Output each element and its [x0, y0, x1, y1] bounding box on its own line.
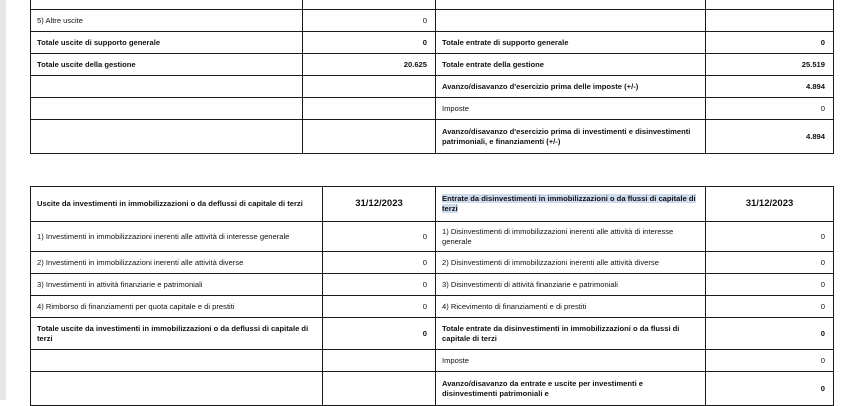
management-summary-table: [30, 0, 834, 154]
row-label: 3) Investimenti in attività finanziarie e patrimoniali: [31, 274, 323, 296]
table-row: [31, 296, 834, 318]
row-value: 0: [706, 252, 834, 274]
table-row: [31, 372, 834, 406]
total-management-in-value: 25.519: [706, 54, 834, 76]
outflows-header: Uscite da investimenti in immobilizzazioni o da deflussi di capitale di terzi: [31, 187, 323, 222]
taxes-label: Imposte: [436, 98, 706, 120]
row-value: [303, 120, 436, 154]
total-management-out-value: 20.625: [303, 54, 436, 76]
total-support-out-label: Totale uscite di supporto generale: [31, 32, 303, 54]
row-label: [436, 0, 706, 10]
table-row: [31, 98, 834, 120]
row-label: 3) Disinvestimenti di attività finanziarie e patrimoniali: [436, 274, 706, 296]
row-value: [303, 76, 436, 98]
taxes-value: 0: [706, 98, 834, 120]
table-row: [31, 274, 834, 296]
table-row: [31, 252, 834, 274]
row-value: 0: [706, 222, 834, 252]
table-header-row: [31, 187, 834, 222]
row-label: 4) Ricevimento di finanziamenti e di prestiti: [436, 296, 706, 318]
row-label: 2) Investimenti in immobilizzazioni inerenti alle attività diverse: [31, 252, 323, 274]
row-value: [303, 0, 436, 10]
table-row: [31, 32, 834, 54]
surplus-before-tax-value: 4.894: [706, 76, 834, 98]
outflows-date-header: 31/12/2023: [323, 187, 436, 222]
total-management-out-label: Totale uscite della gestione: [31, 54, 303, 76]
row-label: [31, 350, 323, 372]
surplus-before-tax-label: Avanzo/disavanzo d'esercizio prima delle imposte (+/-): [436, 76, 706, 98]
inflows-header-cell: [436, 187, 706, 222]
row-value: [706, 0, 834, 10]
table-row: [31, 350, 834, 372]
viewer-side-bar: [0, 0, 6, 400]
investment-surplus-value: 0: [706, 372, 834, 406]
total-management-in-label: Totale entrate della gestione: [436, 54, 706, 76]
row-value: [323, 372, 436, 406]
total-divestment-in-value: 0: [706, 318, 834, 350]
total-investment-out-label: Totale uscite da investimenti in immobilizzazioni o da deflussi di capitale di terzi: [31, 318, 323, 350]
investments-table: [30, 186, 834, 406]
row-label: 2) Disinvestimenti di immobilizzazioni inerenti alle attività diverse: [436, 252, 706, 274]
table-row: [31, 222, 834, 252]
row-value: 0: [323, 296, 436, 318]
total-support-in-label: Totale entrate di supporto generale: [436, 32, 706, 54]
row-label: [436, 10, 706, 32]
row-label: 1) Investimenti in immobilizzazioni inerenti alle attività di interesse generale: [31, 222, 323, 252]
row-value: 0: [323, 222, 436, 252]
row-label: 1) Disinvestimenti di immobilizzazioni inerenti alle attività di interesse generale: [436, 222, 706, 252]
altre-uscite-label: 5) Altre uscite: [31, 10, 303, 32]
row-value: 0: [323, 274, 436, 296]
inflows-date-header: 31/12/2023: [706, 187, 834, 222]
total-support-out-value: 0: [303, 32, 436, 54]
row-value: 0: [323, 252, 436, 274]
taxes-label: Imposte: [436, 350, 706, 372]
table-row: [31, 0, 834, 10]
table-row: [31, 318, 834, 350]
surplus-before-investments-label: Avanzo/disavanzo d'esercizio prima di investimenti e disinvestimenti patrimoniali, e finanziamenti (+/-): [436, 120, 706, 154]
surplus-before-investments-value: 4.894: [706, 120, 834, 154]
total-support-in-value: 0: [706, 32, 834, 54]
investment-surplus-label: Avanzo/disavanzo da entrate e uscite per investimenti e disinvestimenti patrimoniali e: [436, 372, 706, 406]
row-value: [706, 10, 834, 32]
inflows-header[interactable]: Entrate da disinvestimenti in immobilizzazioni o da flussi di capitale di terzi: [442, 194, 696, 213]
taxes-value: 0: [706, 350, 834, 372]
row-label: [31, 0, 303, 10]
row-label: [31, 372, 323, 406]
total-divestment-in-label: Totale entrate da disinvestimenti in immobilizzazioni o da flussi di capitale di terzi: [436, 318, 706, 350]
row-value: [303, 98, 436, 120]
table-row: [31, 120, 834, 154]
row-label: [31, 120, 303, 154]
row-label: [31, 98, 303, 120]
table-row: [31, 10, 834, 32]
row-label: [31, 76, 303, 98]
row-value: 0: [706, 296, 834, 318]
table-row: [31, 54, 834, 76]
table-row: [31, 76, 834, 98]
total-investment-out-value: 0: [323, 318, 436, 350]
row-value: [323, 350, 436, 372]
row-label: 4) Rimborso di finanziamenti per quota capitale e di prestiti: [31, 296, 323, 318]
row-value: 0: [706, 274, 834, 296]
altre-uscite-value: 0: [303, 10, 436, 32]
